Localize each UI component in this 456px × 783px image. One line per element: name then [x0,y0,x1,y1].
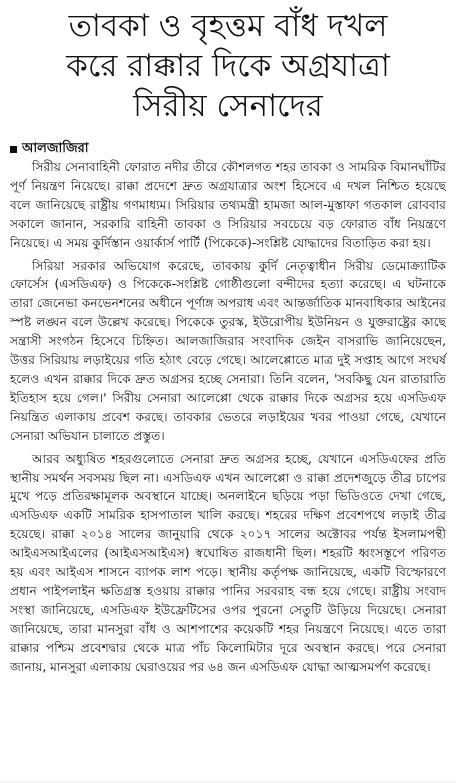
article-paragraph: সিরিয়া সরকার অভিযোগ করেছে, তাবকায় কুর্দি নেতৃত্বাধীন সিরীয় ডেমোক্র্যাটিক ফোর্সেস (এসডিএফ) ও পিকেকে-সংশ্লিষ্ট গোষ্ঠীগুলো বন্দীদের হত্যা করেছে। এ ঘটনাকে তারা জেনেভা কনভেনশনের অধীনে পূর্ণাঙ্গ অপরাধ এবং আন্তর্জাতিক মানবাধিকার আইনের স্পষ্ট লঙ্ঘন বলে উল্লেখ করেছে। পিকেকে তুরস্ক, ইউরোপীয় ইউনিয়ন ও যুক্তরাষ্ট্রের কাছে সন্ত্রাসী সংগঠন হিসেবে চিহ্নিত। আলজাজিরার সংবাদিক জেইন বাসরাভি জানিয়েছেন, উত্তর সিরিয়ায় লড়াইয়ের গতি হঠাৎ বেড়ে গেছে। আলেপ্পোতে মাত্র দুই সপ্তাহ আগে সংঘর্ষ হলেও এখন রাক্কার দিকে দ্রুত অগ্রসর হচ্ছে সেনারা। তিনি বলেন, 'সবকিছু যেন রাতারাতি ইতিহাস হয়ে গেল।' সিরীয় সেনারা আলেপ্পো থেকে রাক্কার দিকে অগ্রসর হয়ে এসডিএফ নিয়ন্ত্রিত এলাকায় প্রবেশ করছে। তাবকার ভেতরে লড়াইয়ের খবর পাওয়া গেছে, যেখানে সেনারা অভিযান চালাতে প্রস্তুত। [10,258,446,443]
article-paragraph: সিরীয় সেনাবাহিনী ফোরাত নদীর তীরে কৌশলগত শহর তাবকা ও সামরিক বিমানঘাঁটির পূর্ণ নিয়ন্ত্রণ নিয়েছে। রাক্কা প্রদেশে দ্রুত অগ্রযাত্রার অংশ হিসেবে এ দখল নিশ্চিত হয়েছে বলে জানিয়েছে রাষ্ট্রীয় গণমাধ্যম। সিরিয়ার তথ্যমন্ত্রী হামজা আল-মুস্তাফা গতকাল রোববার সকালে জানান, সরকারি বাহিনী তাবকা ও সিরিয়ার সবচেয়ে বড় ফোরাত বাঁধ নিয়ন্ত্রণে নিয়েছে। এ সময় কুর্দিস্তান ওয়ার্কার্স পার্টি (পিকেকে)-সংশ্লিষ্ট যোদ্ধাদের বিতাড়িত করা হয়। [10,160,446,250]
headline-line: করে রাক্কার দিকে অগ্রযাত্রা [66,48,390,84]
headline [10,6,446,126]
headline-line: তাবকা ও বৃহত্তম বাঁধ দখল [68,8,388,44]
byline [10,140,446,158]
square-bullet-icon [10,146,17,153]
article-paragraph: আরব অধ্যুষিত শহরগুলোতে সেনারা দ্রুত অগ্রসর হচ্ছে, যেখানে এসডিএফের প্রতি স্থানীয় সমর্থন সবসময় ছিল না। এসডিএফ এখন আলেপ্পো ও রাক্কা প্রদেশজুড়ে তীব্র চাপের মুখে পড়ে প্রতিরক্ষামূলক অবস্থানে যাচ্ছে। অনলাইনে ছড়িয়ে পড়া ভিডিওতে দেখা গেছে, এসডিএফ একটি সামরিক হাসপাতাল খালি করছে। শহরের দক্ষিণ প্রবেশপথে লড়াই তীব্র হয়েছে। রাক্কা ২০১৪ সালের জানুয়ারি থেকে ২০১৭ সালের অক্টোবর পর্যন্ত ইসলামপন্থী আইএসআইএলের (আইএসআইএস) স্বঘোষিত রাজধানী ছিল। শহরটি ধ্বংসস্তূপে পরিণত হয় এবং আইএস শাসনে ব্যাপক লাশ পড়ে। স্থানীয় কর্তৃপক্ষ জানিয়েছে, একটি বিস্ফোরণে প্রধান পাইপলাইন ক্ষতিগ্রস্ত হওয়ায় রাক্কার পানির সরবরাহ বন্ধ হয়ে গেছে। রাষ্ট্রীয় সংবাদ সংস্থা জানিয়েছে, এসডিএফ ইউফ্রেটিসের ওপর পুরনো সেতুটি উড়িয়ে দিয়েছে। সেনারা জানিয়েছে, তারা মানসুরা বাঁধ ও আশপাশের কয়েকটি শহর নিয়ন্ত্রণে নিয়েছে। এতে তারা রাক্কার পশ্চিম প্রবেশদ্বার থেকে মাত্র পাঁচ কিলোমিটার দূরে অবস্থান করছে। পরে সেনারা জানায়, মানসুরা এলাকায় ঘেরাওয়ের পর ৬৪ জন এসডিএফ যোদ্ধা আত্মসমর্পণ করেছে। [10,451,446,674]
headline-line: সিরীয় সেনাদের [133,88,323,124]
source-label: আলজাজিরা [22,140,89,156]
